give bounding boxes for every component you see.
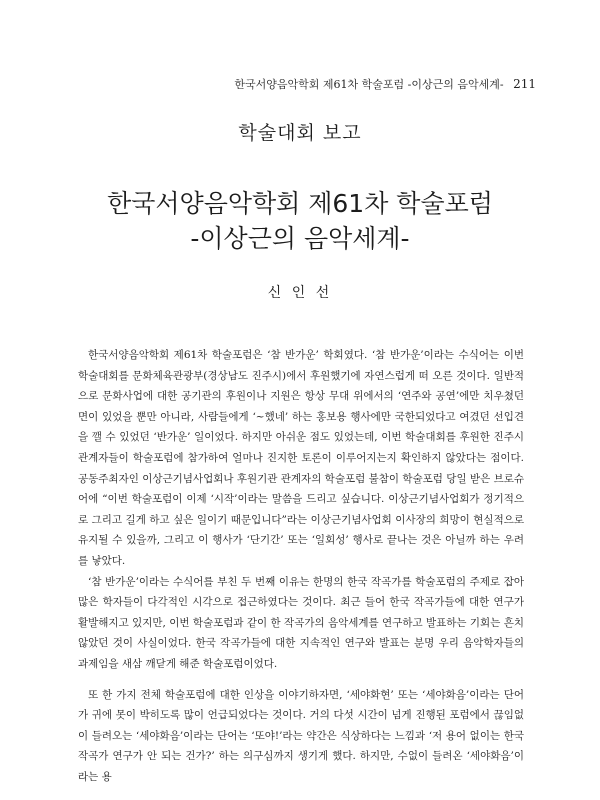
paragraph-2: ‘참 반가운’이라는 수식어를 부친 두 번째 이유는 한명의 한국 작곡가를 학술포럼의 주제로 잡아 많은 학자들이 다각적인 시각으로 접근하였다는 것이다. 최근 들어 한국 작곡가들에 대한 연구가 활발해지고 있지만, 이번 학술포럼과 같이 한 작곡가의 음악세계를 연구하고 발표하는 기회는 흔치 않았던 것이 사실이었다. 한국 작곡가들에 대한 지속적인 연구와 발표는 분명 우리 음악학자들의 과제임을 새삼 깨닫게 해준 학술포럼이었다. [78, 575, 524, 670]
running-title: 한국서양음악학회 제61차 학술포럼 -이상근의 음악세계- [234, 78, 504, 91]
body-text [78, 345, 524, 787]
title-line-1: 한국서양음악학회 제61차 학술포럼 [107, 189, 493, 218]
page-number: 211 [513, 77, 536, 91]
author-name: 신 인 선 [267, 285, 333, 301]
title-line-2: -이상근의 음악세계- [190, 224, 410, 253]
running-header [234, 76, 536, 92]
article-title [0, 186, 600, 256]
paragraph-1: 한국서양음악학회 제61차 학술포럼은 ‘참 반가운’ 학회였다. ‘참 반가운’이라는 수식어는 이번 학술대회를 문화체육관광부(경상남도 진주시)에서 후원했기에 자연스럽게 떠 오른 것이다. 일반적으로 문화사업에 대한 공기관의 후원이나 지원은 항상 무대 위에서의 ‘연주와 공연’에만 치우쳤던 면이 있었을 뿐만 아니라, 사람들에게 ‘~했네’ 하는 홍보용 행사에만 국한되었다고 여겼던 선입견을 깰 수 있었던 ‘반가운’ 일이었다. 하지만 아쉬운 점도 있었는데, 이번 학술대회를 후원한 진주시 관계자들이 학술포럼에 참가하여 얼마나 진지한 토론이 이루어지는지 확인하지 않았다는 점이다. 공동주최자인 이상근기념사업회나 후원기관 관계자의 학술포럼 불참이 학술포럼 당일 받은 브로슈어에 “이번 학술포럼이 이제 ‘시작’이라는 말씀을 드리고 싶습니다. 이상근기념사업회가 정기적으로 그리고 길게 하고 싶은 일이기 때문입니다”라는 이상근기념사업회 이사장의 희망이 현실적으로 유지될 수 있을까, 그리고 이 행사가 ‘단기간’ 또는 ‘일회성’ 행사로 끝나는 것은 아닐까 하는 우려를 낳았다. [78, 349, 524, 567]
section-label: 학술대회 보고 [238, 122, 362, 144]
paragraph-3: 또 한 가지 전체 학술포럼에 대한 인상을 이야기하자면, ‘세야화현’ 또는 ‘세야화음’이라는 단어가 귀에 못이 박히도록 많이 언급되었다는 것이다. 거의 다섯 시간이 넘게 진행된 포럼에서 끊임없이 들려오는 ‘세야화음’이라는 단어는 ‘또야!’라는 약간은 식상하다는 느낌과 ‘저 용어 없이는 한국 작곡가 연구가 안 되는 건가?’ 하는 의구심까지 생기게 했다. 하지만, 수없이 들려온 ‘세야화음’이라는 용 [78, 688, 524, 783]
